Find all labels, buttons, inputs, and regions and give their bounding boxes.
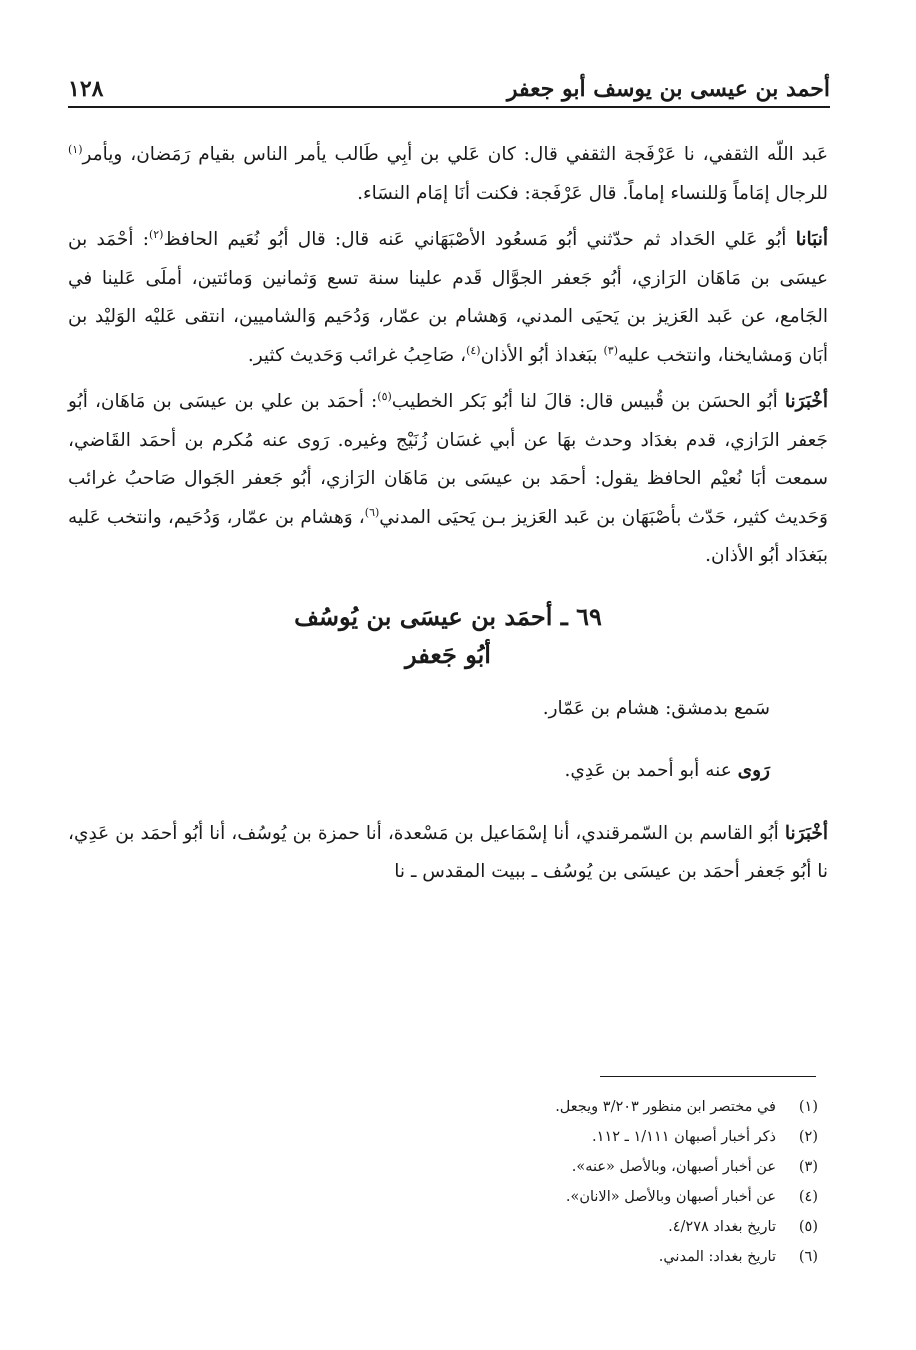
paragraph-3-text-b: : أحمَد بن علي بن عيسَى بن مَاهَان، أبُو جَعفر الرَازي، قدم بغدَاد وحدث بهَا عن أبي غسَان زُنَيْج وغيره. رَوى عنه مُكرم بن أحمَد القَاضي، سمعت أبَا نُعيْم الحافظ يقول: أحمَد بن عيسَى بن مَاهَان الرَازي، أبُو جَعفر الجَوال صَاحبُ غرائب وَحَديث كثير، حَدّث بأصْبَهَان بن عَبد العَزيز بـن يَحيَى المدني xyxy=(68,391,828,528)
footnote-ref-5[interactable]: (٥) xyxy=(377,389,392,403)
paragraph-2-lead: أنبَانا xyxy=(795,229,828,250)
footnote-text: تاريخ بغداد ٤/٢٧٨. xyxy=(668,1219,776,1235)
footnote-4 xyxy=(68,1182,818,1212)
paragraph-2 xyxy=(68,221,828,375)
footnote-2 xyxy=(68,1122,818,1152)
footnote-ref-3[interactable]: (٣) xyxy=(603,343,618,357)
footnote-text: في مختصر ابن منظور ٣/٢٠٣ ويجعل. xyxy=(555,1099,776,1115)
footnote-ref-6[interactable]: (٦) xyxy=(364,505,380,519)
entry-line-2 xyxy=(68,752,828,791)
paragraph-2-text-d: ، صَاحِبُ غرائب وَحَديث كثير. xyxy=(247,344,467,366)
paragraph-1-text-a: عَبد اللّه الثقفي، نا عَرْفَجة الثقفي قال: كان عَلي بن أبِي طَالب يأمر الناس بقيام رَمَضان، ويأمر xyxy=(82,144,828,165)
page-number: ١٢٨ xyxy=(68,76,104,102)
entry-line-2-text: عنه أبو أحمد بن عَدِي. xyxy=(564,760,738,781)
footnote-text: ذكر أخبار أصبهان ١/١١١ ـ ١١٢. xyxy=(592,1129,776,1145)
paragraph-3-text-c: ، وَهشام بن عمّار، وَدُحَيم، وانتخب عَليه ببَغدَاد أبُو الأذان. xyxy=(68,506,828,566)
footnote-6 xyxy=(68,1242,818,1272)
entry-heading-name: ٦٩ ـ أحمَد بن عيسَى بن يُوسُف xyxy=(294,601,602,631)
paragraph-4-text: أبُو القاسم بن السّمرقندي، أنا إسْمَاعيل بن مَسْعدة، أنا حمزة بن يُوسُف، أنا أبُو أحمَد بن عَدِي، نا أبُو جَعفر أحمَد بن عيسَى بن يُوسُف ـ ببيت المقدس ـ نا xyxy=(68,822,828,882)
paragraph-2-text-c: ببَغداذ أبُو الأذان xyxy=(480,344,604,366)
footnote-number: (١) xyxy=(798,1099,818,1115)
entry-line-1: سَمع بدمشق: هشام بن عَمّار. xyxy=(542,697,770,719)
footnote-5 xyxy=(68,1212,818,1242)
entry-line-2-lead: رَوى xyxy=(737,760,770,781)
page-header xyxy=(68,72,830,108)
footnote-number: (٦) xyxy=(798,1249,818,1265)
footnote-text: عن أخبار أصبهان، وبالأصل «عنه». xyxy=(571,1159,776,1175)
footnote-text: عن أخبار أصبهان وبالأصل «الانان». xyxy=(565,1189,776,1205)
footnote-separator xyxy=(600,1076,816,1077)
paragraph-3 xyxy=(68,383,828,576)
footnote-ref-1[interactable]: (١) xyxy=(68,142,83,156)
footnote-number: (٤) xyxy=(798,1189,818,1205)
paragraph-4-lead: أخْبَرَنا xyxy=(784,822,828,844)
paragraph-3-text-a: أبُو الحسَن بن قُبيس قال: قالَ لنا أبُو بَكر الخطيب xyxy=(391,391,785,412)
footnote-ref-2[interactable]: (٢) xyxy=(148,227,164,241)
footnote-3 xyxy=(68,1152,818,1182)
footnote-number: (٥) xyxy=(798,1219,818,1235)
paragraph-1 xyxy=(68,136,828,213)
paragraph-1-text-b: للرجال إمَاماً وَللنساء إماماً. قال عَرْفَجة: فكنت أنَا إمَام النسَاء. xyxy=(357,182,828,204)
entry-heading xyxy=(68,598,828,674)
paragraph-4 xyxy=(68,815,828,892)
footnote-number: (٢) xyxy=(798,1129,818,1145)
paragraph-3-lead: أخْبَرَنا xyxy=(784,391,828,412)
running-title: أحمد بن عيسى بن يوسف أبو جعفر xyxy=(506,76,830,102)
paragraph-2-text-a: أبُو عَلي الحَداد ثم حدّثني أبُو مَسعُود الأصْبَهَاني عَنه قال: قال أبُو نُعَيم الحافظ xyxy=(163,229,796,250)
footnote-ref-4[interactable]: (٤) xyxy=(466,343,481,357)
footnote-text: تاريخ بغداد: المدني. xyxy=(658,1249,776,1265)
main-text xyxy=(68,136,828,900)
footnote-number: (٣) xyxy=(798,1159,818,1175)
entry-heading-kunya: أبُو جَعفر xyxy=(405,639,491,669)
paragraph-2-text-b: : أحْمَد بن عيسَى بن مَاهَان الرَازي، أبُو جَعفر الجوَّال قَدم علينا سنة تسع وَثمانين وَمائتين، أملَى عَلينا في الجَامع، عن عَبد العَزيز بن يَحيَى المدني، وَهشام بن عمّار، وَدُحَيم وَالشاميين، انتقى عَليْه الوَليْد بن أبَان وَمشايخنا، وانتخب عليه xyxy=(68,229,828,366)
footnote-1 xyxy=(68,1092,818,1122)
footnotes xyxy=(68,1092,818,1272)
